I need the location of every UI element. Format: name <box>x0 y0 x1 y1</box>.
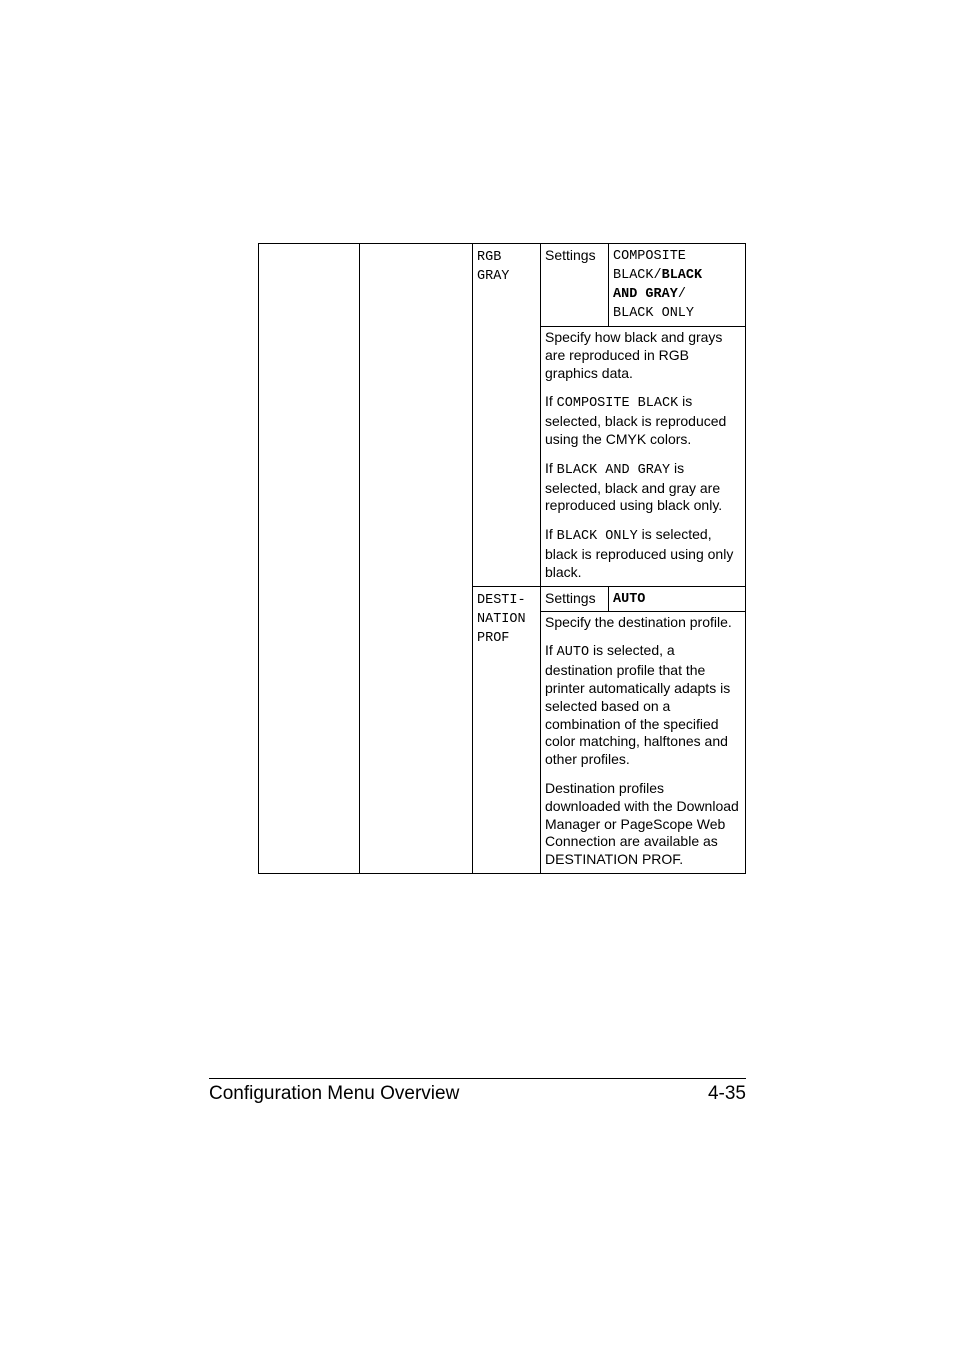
settings-label: Settings <box>541 244 609 327</box>
description-cell <box>541 611 746 873</box>
menu-item-destination-prof: DESTI- NATION PROF <box>473 586 541 873</box>
description-paragraph: Destination profiles downloaded with the Download Manager or PageScope Web Connection are available as DESTINATION PROF. <box>545 779 739 868</box>
settings-value: COMPOSITE BLACK/BLACK AND GRAY/ BLACK ONLY <box>609 244 746 327</box>
config-menu-table <box>258 243 746 874</box>
page-number: 4-35 <box>707 1083 746 1104</box>
description-intro: Specify how black and grays are reproduced in RGB graphics data. <box>545 329 723 381</box>
description-paragraph: If AUTO is selected, a destination profile that the printer automatically adapts is selected based on a combination of the specified color matching, halftones and other profiles. <box>545 642 731 768</box>
description-intro: Specify the destination profile. <box>545 613 732 630</box>
default-value: AND GRAY <box>613 287 678 302</box>
default-value: BLACK <box>661 268 703 283</box>
table-row <box>259 244 746 327</box>
footer-title: Configuration Menu Overview <box>209 1083 460 1104</box>
settings-label: Settings <box>541 586 609 611</box>
blank-column-2 <box>360 244 473 874</box>
description-paragraph: If COMPOSITE BLACK is selected, black is reproduced using the CMYK colors. <box>545 393 727 447</box>
description-paragraph: If BLACK ONLY is selected, black is reproduced using only black. <box>545 526 734 580</box>
description-paragraph: If BLACK AND GRAY is selected, black and gray are reproduced using black only. <box>545 459 723 514</box>
menu-item-rgb-gray: RGB GRAY <box>473 244 541 587</box>
blank-column-1 <box>259 244 360 874</box>
settings-value: AUTO <box>609 586 746 611</box>
footer-rule <box>209 1078 746 1079</box>
description-cell <box>541 327 746 587</box>
